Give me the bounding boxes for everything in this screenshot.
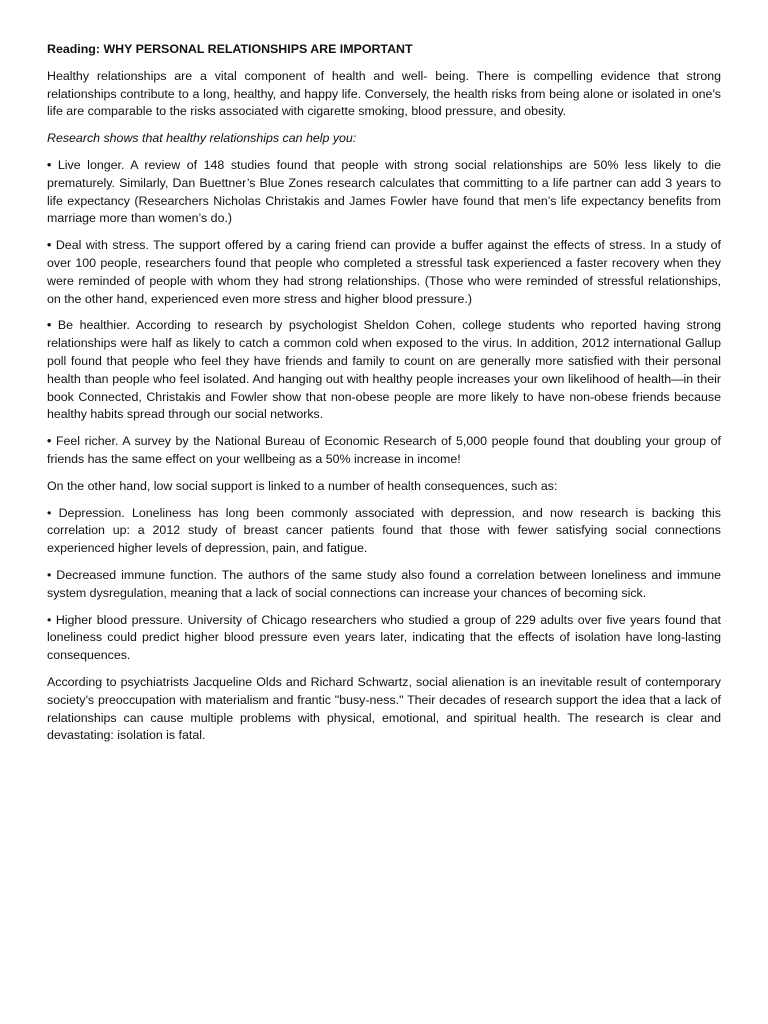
benefit-text: The support offered by a caring friend can provide a buffer against the effects of stress. In a study of over 100 people, researchers found that people who completed a stressful task experienced a faster recovery when they were reminded of people with whom they had strong relationships. (Those who were reminded of stressful relationships, on the other hand, experienced even more stress and higher blood pressure.): [47, 238, 721, 306]
benefit-be-healthier: [47, 317, 721, 424]
research-intro: Research shows that healthy relationships can help you:: [47, 131, 357, 146]
consequence-lead: Higher blood pressure.: [55, 612, 184, 627]
bullet-icon: •: [47, 612, 52, 627]
consequence-text: University of Chicago researchers who studied a group of 229 adults over five years found that loneliness could predict higher blood pressure even years later, indicating that the effects of isolation have long-lasting consequences.: [47, 612, 721, 663]
bullet-icon: •: [47, 157, 52, 172]
bullet-icon: •: [47, 434, 52, 449]
benefit-lead: Live longer.: [57, 157, 125, 172]
consequence-depression: [47, 505, 721, 558]
benefit-feel-richer: [47, 433, 721, 469]
benefit-lead: Deal with stress.: [55, 238, 149, 253]
consequence-blood-pressure: [47, 612, 721, 665]
intro-paragraph: Healthy relationships are a vital component of health and well- being. There is compelling evidence that strong relationships contribute to a long, healthy, and happy life. Conversely, the health risks from being alone or isolated in one's life are comparable to the risks associated with cigarette smoking, blood pressure, and obesity.: [47, 68, 721, 119]
bullet-icon: •: [47, 505, 52, 520]
benefit-text: A review of 148 studies found that people with strong social relationships are 50% less likely to die prematurely. Similarly, Dan Buettner’s Blue Zones research calculates that committing to a life partner can add 3 years to life expectancy (Researchers Nicholas Christakis and James Fowler have found that men’s life expectancy benefits from marriage more than women’s do.): [47, 157, 721, 226]
consequence-lead: Depression.: [58, 505, 125, 520]
benefit-live-longer: [47, 157, 721, 228]
bullet-icon: •: [47, 567, 52, 582]
conclusion-paragraph: According to psychiatrists Jacqueline Olds and Richard Schwartz, social alienation is an inevitable result of contemporary society's preoccupation with materialism and frantic "busy-ness." Their decades of research support the idea that a lack of relationships can cause multiple problems with physical, emotional, and spiritual health. The research is clear and devastating: isolation is fatal.: [47, 674, 721, 743]
benefit-text: According to research by psychologist Sheldon Cohen, college students who reported having strong relationships were half as likely to catch a common cold when exposed to the virus. In addition, 2012 international Gallup poll found that people who feel they have friends and family to count on are generally more satisfied with their personal health than people who feel isolated. And hanging out with healthy people increases your own likelihood of health—in their book Connected, Christakis and Fowler show that non-obese people are more likely to have non-obese friends because healthy habits spread through our social networks.: [47, 318, 722, 422]
benefit-text: A survey by the National Bureau of Economic Research of 5,000 people found that doubling your group of friends has the same effect on your wellbeing as a 50% increase in income!: [47, 434, 721, 466]
consequence-lead: Decreased immune function.: [56, 567, 217, 582]
consequence-immune-function: [47, 567, 721, 603]
benefit-lead: Feel richer.: [55, 434, 119, 449]
document-page: [47, 41, 721, 754]
bullet-icon: •: [47, 238, 52, 253]
document-title: Reading: WHY PERSONAL RELATIONSHIPS ARE IMPORTANT: [47, 42, 413, 56]
benefit-deal-with-stress: [47, 237, 721, 308]
benefit-lead: Be healthier.: [57, 318, 130, 333]
bullet-icon: •: [47, 318, 52, 333]
consequence-text: Loneliness has long been commonly associated with depression, and now research is backing this correlation up: a 2012 study of breast cancer patients found that those with fewer satisfying social connections experienced higher levels of depression, pain, and fatigue.: [47, 505, 721, 556]
consequence-text: The authors of the same study also found a correlation between loneliness and immune system dysregulation, meaning that a lack of social connections can increase your chances of becoming sick.: [47, 567, 722, 600]
low-support-intro: On the other hand, low social support is linked to a number of health consequences, such as:: [47, 478, 558, 493]
